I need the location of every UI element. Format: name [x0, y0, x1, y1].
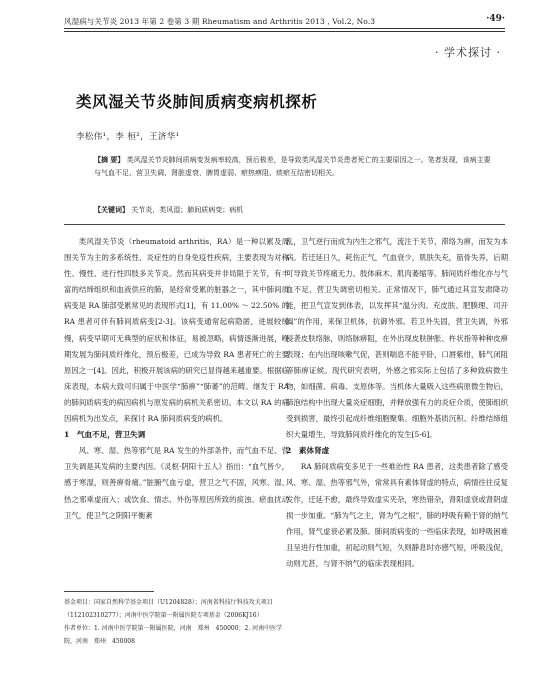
abstract-divider [64, 224, 505, 225]
authors: 李松伟¹，李 桓²，王济华¹ [76, 132, 180, 142]
header-rule-thin [64, 31, 505, 32]
running-head [64, 14, 505, 28]
body-paragraph: RA 肺间质病变多见于一些难治性 RA 患者，这类患者除了感受风、寒、湿、热等邪气外，常常具有素体肾虚的特点，病情往往反复发作，迁延不愈，最终导致虚实夹杂，寒热错杂，肾阳虚衰或肾阴虚损一步加重。“肺为气之主，肾为气之根”，肺的呼吸有赖于肾的纳气作用，肾气虚衰必累及肺。肺间质病变的一些临床表现，如呼吸困难且呈进行性加重，初起动则气短，久则静息时亦感气短，呼吸浅促，动则尤甚，与肾不纳气的临床表现相同。 [286, 462, 508, 568]
article-title: 类风湿关节炎肺间质病变病机探析 [76, 92, 318, 111]
section-label: · 学术探讨 · [435, 46, 501, 59]
keywords-text: 关节炎，类风湿；肺间质病变；病机 [131, 206, 244, 214]
footnote-rule [64, 591, 154, 592]
abstract [94, 153, 491, 180]
keywords-label: 【关键词】 [94, 205, 129, 214]
page-number: ·49· [486, 14, 505, 24]
left-column [64, 234, 289, 524]
abstract-text: 类风湿关节炎肺间质病变发病率较高，预后极差，是导致类风湿关节炎患者死亡的主要原因之一。笔者发现，该病主要与气血不足、营卫失调、肾脏虚衰、脾胃虚弱、瘀热痹阻、痰瘀互结密切相关。 [94, 156, 491, 178]
body-paragraph: 类风湿关节炎（rheumatoid arthritis，RA）是一种以累及周围关节为主的多系统性、炎症性的自身免疫性疾病，主要表现为对称性、慢性、进行性四肢多关节炎。然而其病变并非局限于关节，有丰富的结缔组织和血液供应的肺，是经常受累的脏器之一，其中肺间质病变是 RA 肺部受累常见的表现形式[1]，有 11.00% ～ 22.50% 的 RA 患者可伴有肺间质病变[2-3]。该病变通常起病隐匿，进展较缓慢，病变早期可无典型的症状和体征，易被忽略，病情逐渐进展，晚期发展为肺间质纤维化，预后极差，已成为导致 RA 患者死亡的主要原因之一[4]。因此，积极开展该病的研究已显得越来越重要。根据临床表现，本病大致可归属于中医学“肺痹”“肺萎”的范畴。继发于 RA 的肺间质病变的病因病机与原发病的病机关系密切。本文以 RA 的病因病机为出发点，来探讨 RA 肺间质病变的病机。 [64, 237, 289, 424]
body-paragraph: 乱，卫气逆行而成为内生之邪气，流注于关节，滞络为痹，而发为本病。若迁延日久，耗伤正气，气血衰少，肌肤失充，筋骨失养，后期可导致关节疼痛无力、肢体麻木、肌肉萎缩等。肺间质纤维化亦与气血不足、营卫失调密切相关。正常情况下，肺气通过其宣发肃降功能，把卫气宣发到体表，以发挥其“温分肉、充皮肤、肥腠理、司开阖”的作用，来保卫机体，抗御外邪。若卫外失固，营卫失调，外邪侵袭皮肤络脉，则络脉痹阻，在外出现皮肤肿胀、杵状指等种种皮痹表现；在内出现咳嗽气促，甚则喘息不能平卧，口唇紫绀，肺气闭阻等肺痹证候。现代研究表明，外感之邪实际上包括了多种致病微生物，如细菌、病毒、支原体等。当机体大量吸入这些病原微生物后，肺泡结构中出现大量炎症细胞，并释放强有力的炎症介质，使肺组织受到损害，最终引起成纤维细胞聚集、细胞外基质沉积、纤维结缔组织大量增生，导致肺间质纤维化的发生[5-6]。 [286, 237, 508, 440]
abstract-label: 【摘 要】 [94, 155, 125, 164]
section-heading: 1 气血不足，营卫失调 [64, 430, 146, 440]
author-affiliation: 作者单位：1. 河南中医学院第一附属医院，河南 郑州 450000；2. 河南中医学院，河南 郑州 450008 [64, 625, 283, 645]
section-heading: 2 素体肾虚 [286, 446, 330, 456]
right-column [286, 234, 508, 572]
keywords [94, 205, 491, 215]
body-paragraph: 风、寒、湿、热等邪气是 RA 发生的外部条件，而气血不足、营卫失调是其发病的主要内因。《灵枢·阴阳十五人》指出：“血气皆少，感于寒湿，则善痹骨痛。”脏腑气血亏虚，营卫之气不固，风寒、湿、热之邪乘虚而入；或饮食、情志、外伤等原因所致的痰浊、瘀血扰动卫气，使卫气之阴阳平衡紊 [64, 446, 289, 520]
header-rule [64, 28, 505, 29]
fund-note: 基金项目：国家自然科学基金项目（U1204828）；河南省科技厅科技攻关项目（112102310277）；河南中医学院第一附属医院专项基金（2006KJ16） [64, 599, 273, 619]
footnotes [64, 596, 286, 648]
journal-citation: 风湿病与关节炎 2013 年第 2 卷第 3 期 Rheumatism and Arthritis 2013 , Vol.2, No.3 [64, 17, 376, 26]
